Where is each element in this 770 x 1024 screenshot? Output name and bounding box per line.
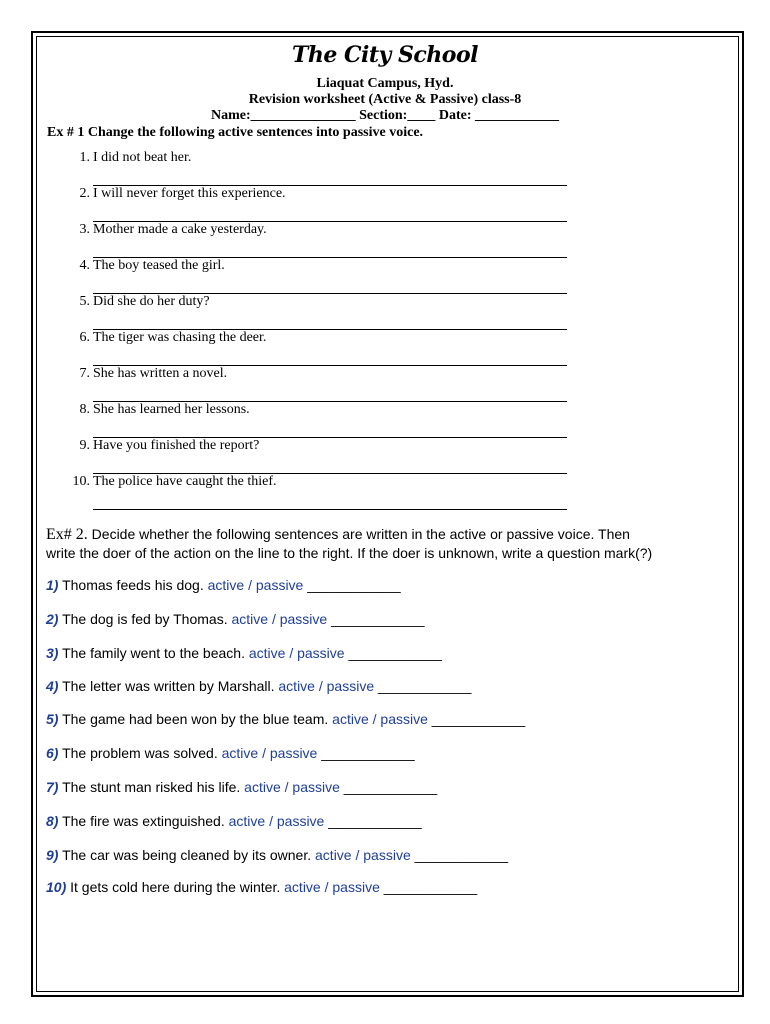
doer-blank[interactable]: ____________ <box>378 678 472 694</box>
worksheet-line: Revision worksheet (Active & Passive) class-8 <box>248 92 522 107</box>
ex1-item-number: 1. <box>79 150 90 165</box>
ex2-heading <box>46 525 736 562</box>
ex2-item-number: 7) <box>46 779 59 795</box>
ex2-item <box>46 611 425 627</box>
active-passive-choice[interactable]: active / passive <box>221 745 318 761</box>
ex1-item-number: 2. <box>79 186 90 201</box>
ex2-item <box>46 779 437 795</box>
ex1-item-sentence: Mother made a cake yesterday. <box>93 222 267 237</box>
ex2-item-sentence: The problem was solved. <box>62 745 218 761</box>
active-passive-choice[interactable]: active / passive <box>207 577 304 593</box>
ex1-item-number: 3. <box>79 222 90 237</box>
doer-blank[interactable]: ____________ <box>328 813 422 829</box>
ex1-item-sentence: Did she do her duty? <box>93 294 210 309</box>
active-passive-choice[interactable]: active / passive <box>248 645 345 661</box>
ex2-item <box>46 879 477 895</box>
doer-blank[interactable]: ____________ <box>343 779 438 795</box>
ex1-item-sentence: I will never forget this experience. <box>93 186 286 201</box>
ex2-item-sentence: It gets cold here during the winter. <box>70 879 281 895</box>
ex2-item-sentence: The family went to the beach. <box>62 645 245 661</box>
ex2-item-number: 10) <box>46 879 67 895</box>
ex1-item-number: 7. <box>79 366 90 381</box>
doer-blank[interactable]: ____________ <box>414 847 509 863</box>
active-passive-choice[interactable]: active / passive <box>315 847 411 863</box>
active-passive-choice[interactable]: active / passive <box>244 779 340 795</box>
ex1-item-number: 9. <box>79 438 90 453</box>
ex1-item-number: 10. <box>72 474 90 489</box>
ex2-item <box>46 577 401 593</box>
doer-blank[interactable]: ____________ <box>331 611 425 627</box>
ex1-item-number: 5. <box>79 294 90 309</box>
ex2-item-sentence: The car was being cleaned by its owner. <box>62 847 312 863</box>
ex1-heading: Ex # 1 Change the following active sentences into passive voice. <box>47 125 424 140</box>
doer-blank[interactable]: ____________ <box>307 577 401 593</box>
ex2-item-number: 5) <box>46 711 59 727</box>
ex2-item-sentence: The dog is fed by Thomas. <box>62 611 228 627</box>
ex2-item <box>46 645 442 661</box>
name-section-date-line: Name:_______________ Section:____ Date: ____________ <box>210 108 559 123</box>
ex2-heading-line1: Decide whether the following sentences are written in the active or passive voice. Then <box>87 526 630 542</box>
ex2-item-sentence: The letter was written by Marshall. <box>62 678 275 694</box>
ex2-item-sentence: The fire was extinguished. <box>62 813 225 829</box>
ex1-item-number: 6. <box>79 330 90 345</box>
ex2-item-number: 9) <box>46 847 59 863</box>
ex2-heading-line2: write the doer of the action on the line to the right. If the doer is unknown, write a question mark(?) <box>46 545 653 561</box>
ex2-item <box>46 813 422 829</box>
ex2-item <box>46 847 508 863</box>
ex2-item-sentence: The stunt man risked his life. <box>62 779 241 795</box>
answer-line[interactable] <box>93 509 567 510</box>
active-passive-choice[interactable]: active / passive <box>332 711 428 727</box>
ex1-item-number: 8. <box>79 402 90 417</box>
ex2-item-sentence: The game had been won by the blue team. <box>62 711 329 727</box>
ex1-item-sentence: I did not beat her. <box>93 150 192 165</box>
ex1-item-sentence: The boy teased the girl. <box>93 258 225 273</box>
ex2-item <box>46 711 525 727</box>
ex2-item-sentence: Thomas feeds his dog. <box>62 577 204 593</box>
doer-blank[interactable]: ____________ <box>431 711 526 727</box>
ex2-item-number: 6) <box>46 745 59 761</box>
ex2-item-number: 4) <box>46 678 59 694</box>
school-title: The City School <box>292 42 478 68</box>
doer-blank[interactable]: ____________ <box>321 745 415 761</box>
ex1-item-number: 4. <box>79 258 90 273</box>
ex1-item-sentence: The tiger was chasing the deer. <box>93 330 267 345</box>
ex2-item-number: 1) <box>46 577 59 593</box>
ex1-item-sentence: Have you finished the report? <box>93 438 260 453</box>
doer-blank[interactable]: ____________ <box>348 645 442 661</box>
ex2-item-number: 3) <box>46 645 59 661</box>
campus-line: Liaquat Campus, Hyd. <box>316 76 454 91</box>
active-passive-choice[interactable]: active / passive <box>231 611 328 627</box>
ex2-heading-prefix: Ex# 2. <box>46 526 88 543</box>
ex1-item-sentence: She has written a novel. <box>93 366 228 381</box>
ex2-item-number: 2) <box>46 611 59 627</box>
active-passive-choice[interactable]: active / passive <box>284 879 380 895</box>
active-passive-choice[interactable]: active / passive <box>278 678 375 694</box>
ex1-item-sentence: The police have caught the thief. <box>93 474 277 489</box>
ex2-item-number: 8) <box>46 813 59 829</box>
ex1-item-sentence: She has learned her lessons. <box>93 402 250 417</box>
active-passive-choice[interactable]: active / passive <box>228 813 325 829</box>
ex2-item <box>46 678 471 694</box>
ex2-item <box>46 745 415 761</box>
doer-blank[interactable]: ____________ <box>383 879 478 895</box>
